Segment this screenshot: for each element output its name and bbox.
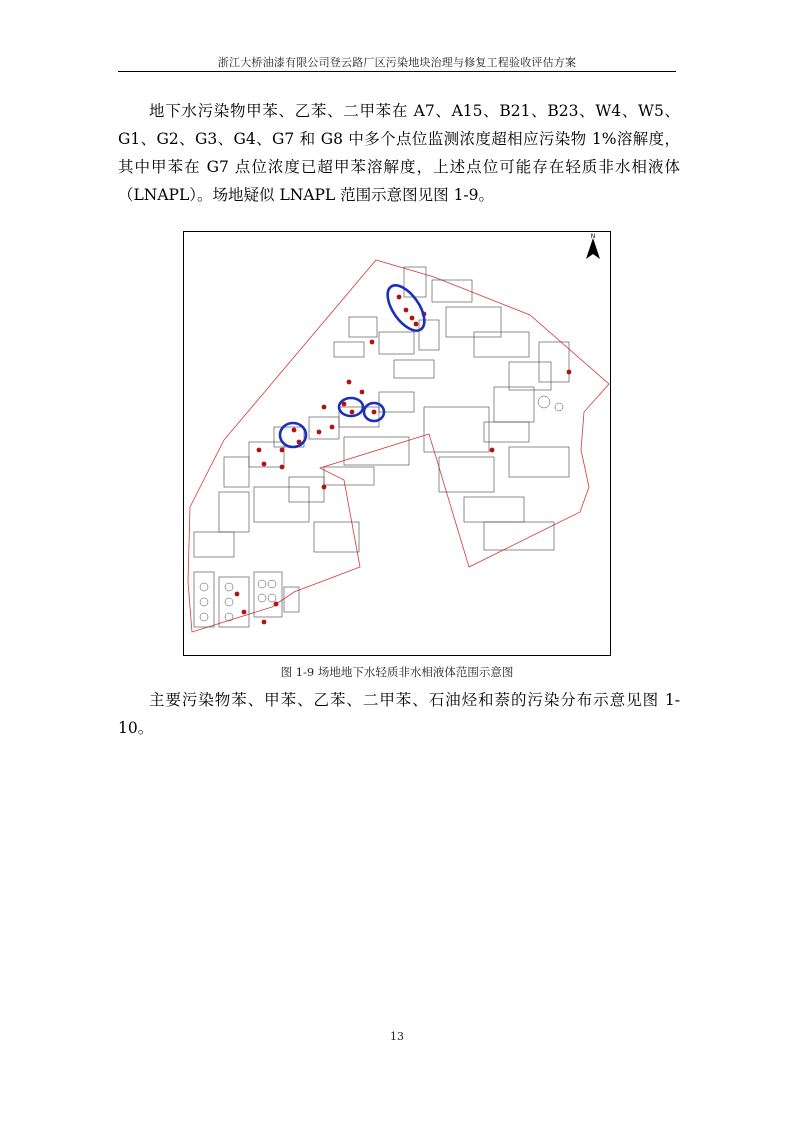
lnapl-zones [280,279,432,447]
tank-circles [200,396,563,621]
paragraph-lnapl-description: 地下水污染物甲苯、乙苯、二甲苯在 A7、A15、B21、B23、W4、W5、G1、G2、G3、G4、G7 和 G8 中多个点位监测浓度超相应污染物 1%溶解度，其中甲苯在 G7 点位浓度已超甲苯溶解度，上述点位可能存在轻质非水相液体（LNAPL）。场地疑似 LNAPL 范围示意图见图 1-9。 [118,102,680,204]
page-number: 13 [390,1030,404,1043]
site-boundary [188,260,609,632]
site-map-drawing [184,232,610,655]
header-rule [118,71,676,72]
lnapl-zone-west [280,423,306,447]
monitoring-points [235,295,572,625]
figure-caption: 图 1-9 场地地下水轻质非水相液体范围示意图 [280,665,514,679]
paragraph-pollutant-distribution: 主要污染物苯、甲苯、乙苯、二甲苯、石油烃和萘的污染分布示意见图 1-10。 [118,691,680,737]
figure-site-map [183,231,611,656]
north-label: N [590,233,596,240]
running-header: 浙江大桥油漆有限公司登云路厂区污染地块治理与修复工程验收评估方案 [217,56,577,69]
site-buildings [194,267,569,627]
north-arrow-icon [586,233,600,259]
